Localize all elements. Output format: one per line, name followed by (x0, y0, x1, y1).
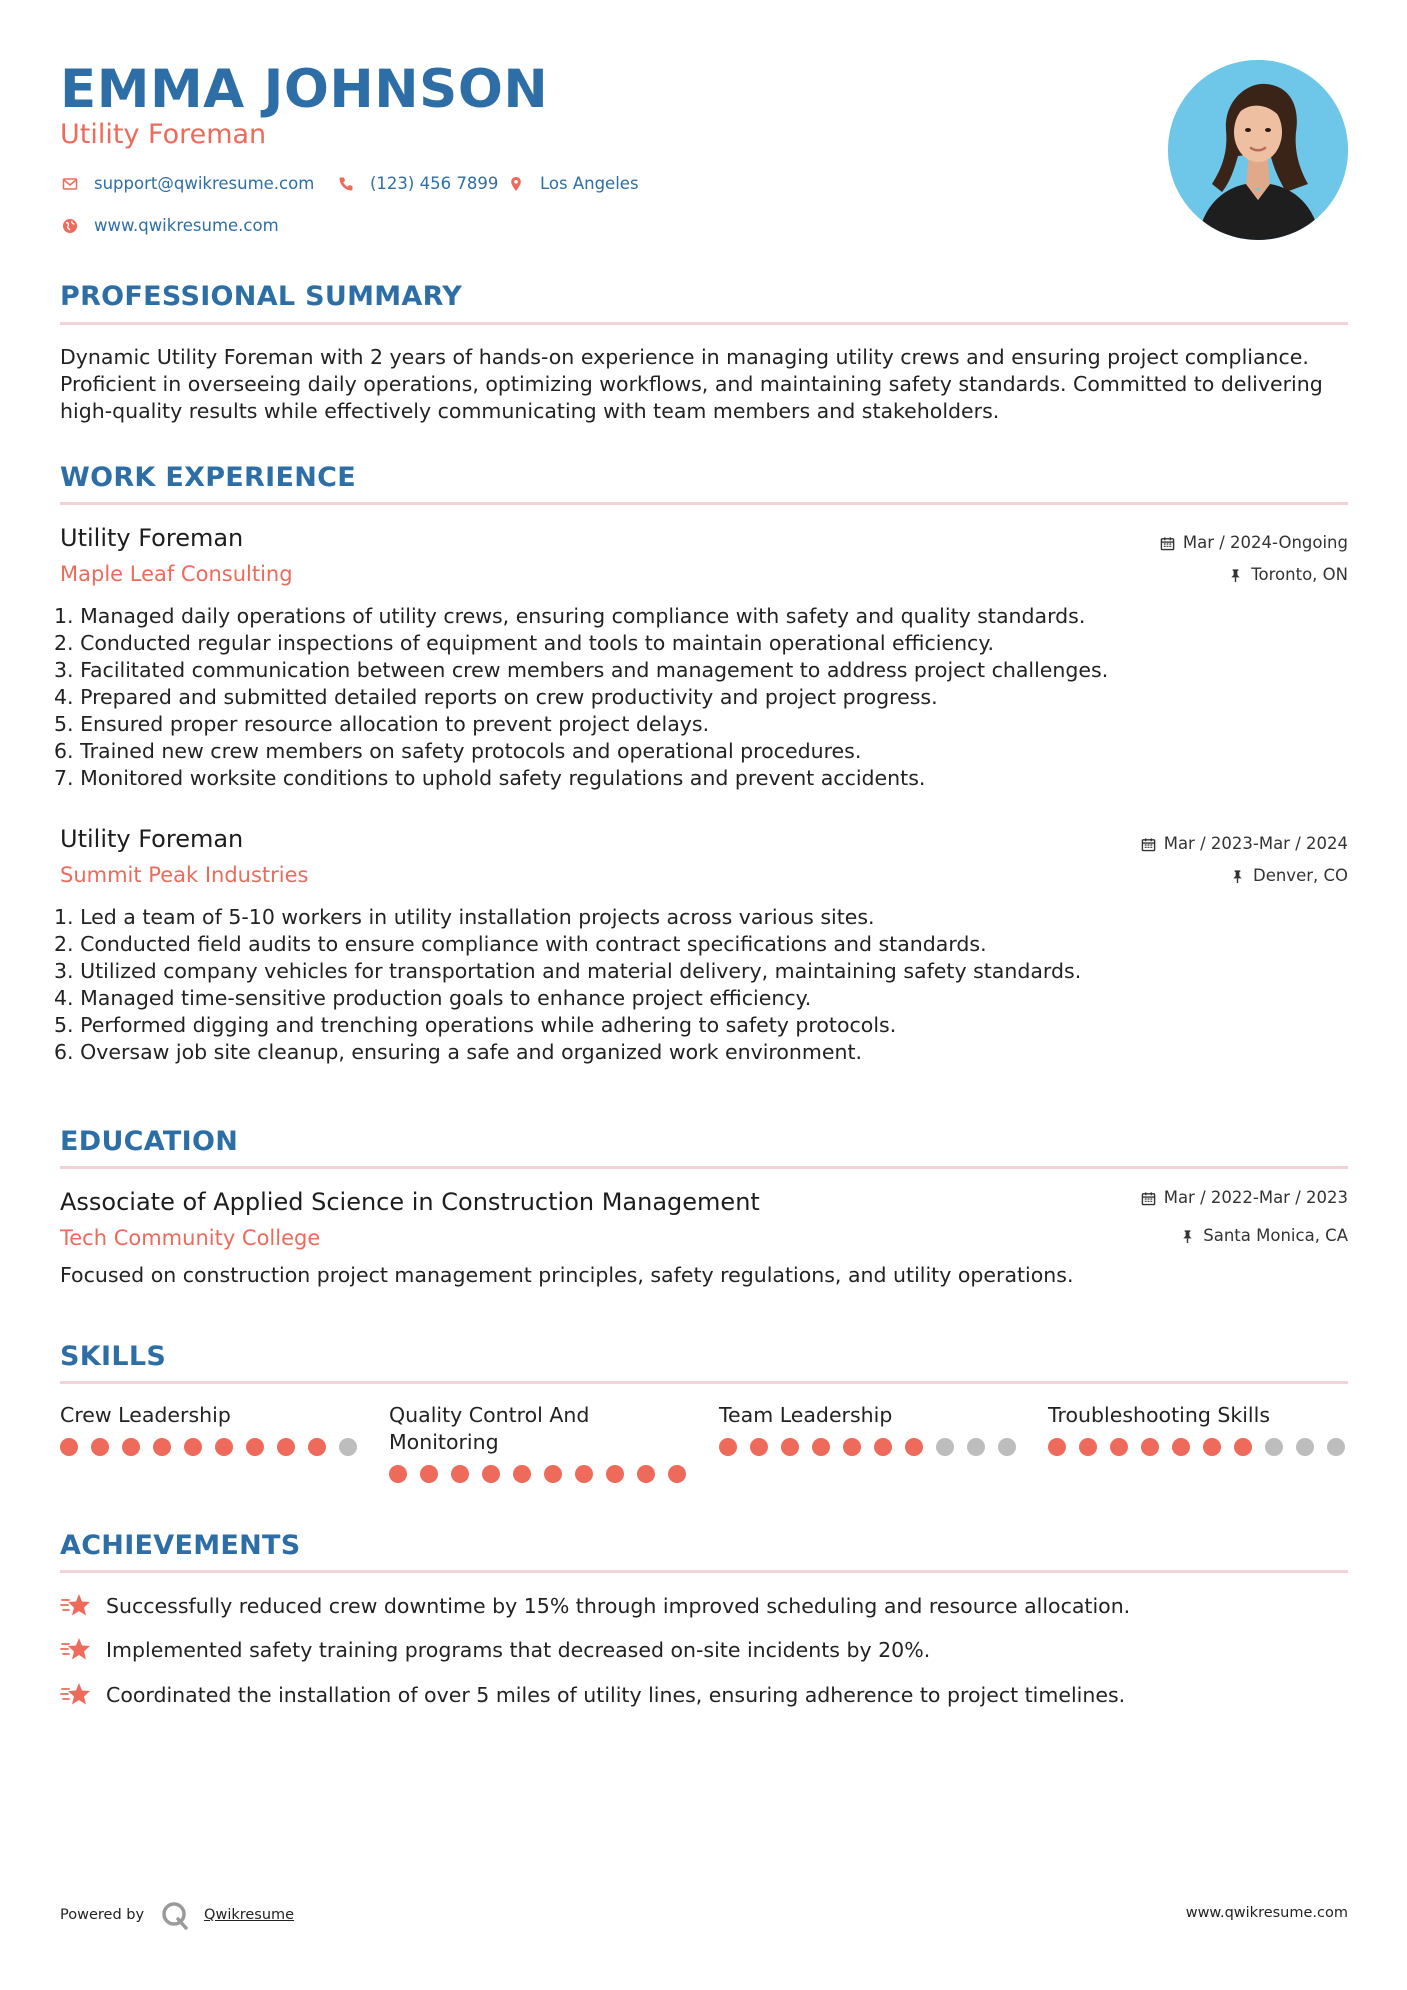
star-icon (60, 1592, 92, 1620)
achievement-item (60, 1681, 1125, 1709)
job-dates-text: Mar / 2023-Mar / 2024 (1163, 834, 1348, 853)
pushpin-icon (1230, 869, 1245, 884)
section-divider (60, 502, 1348, 505)
list-item: 5. Ensured proper resource allocation to prevent project delays. (54, 712, 710, 736)
section-title-achievements: ACHIEVEMENTS (60, 1530, 301, 1561)
rating-dot-filled (60, 1438, 78, 1456)
qwikresume-logo-icon (160, 1900, 190, 1930)
rating-dot-filled (389, 1465, 407, 1483)
education-description: Focused on construction project management principles, safety regulations, and utility operations. (60, 1263, 1074, 1287)
candidate-name: EMMA JOHNSON (60, 59, 549, 120)
pushpin-icon (1180, 1229, 1195, 1244)
rating-dot-filled (1110, 1438, 1128, 1456)
rating-dot-filled (153, 1438, 171, 1456)
education-dates-text: Mar / 2022-Mar / 2023 (1163, 1188, 1348, 1207)
rating-dot-empty (998, 1438, 1016, 1456)
skill-item (60, 1402, 360, 1456)
achievement-text: Successfully reduced crew downtime by 15% through improved scheduling and resource allocation. (106, 1593, 1131, 1618)
skill-name: Crew Leadership (60, 1403, 231, 1427)
section-divider (60, 1570, 1348, 1573)
rating-dot-filled (215, 1438, 233, 1456)
achievement-text: Implemented safety training programs that decreased on-site incidents by 20%. (106, 1637, 931, 1662)
powered-by-label: Powered by (60, 1907, 145, 1923)
list-item: 7. Monitored worksite conditions to uphold safety regulations and prevent accidents. (54, 766, 926, 790)
list-item: 6. Trained new crew members on safety protocols and operational procedures. (54, 739, 862, 763)
contact-website[interactable] (60, 215, 279, 237)
contact-phone[interactable] (336, 173, 498, 195)
calendar-icon (1141, 837, 1156, 852)
skill-rating (719, 1438, 1019, 1456)
rating-dot-filled (246, 1438, 264, 1456)
rating-dot-filled (1048, 1438, 1066, 1456)
rating-dot-filled (575, 1465, 593, 1483)
phone-icon (336, 174, 356, 194)
education-location (1180, 1225, 1348, 1247)
rating-dot-filled (1079, 1438, 1097, 1456)
rating-dot-filled (420, 1465, 438, 1483)
rating-dot-filled (781, 1438, 799, 1456)
footer-powered-by (60, 1900, 294, 1930)
rating-dot-filled (544, 1465, 562, 1483)
skill-rating (389, 1465, 689, 1483)
skill-item (719, 1402, 1019, 1456)
section-title-experience: WORK EXPERIENCE (60, 462, 356, 493)
job-location-text: Toronto, ON (1251, 565, 1348, 584)
section-divider (60, 1166, 1348, 1169)
rating-dot-filled (277, 1438, 295, 1456)
contact-email[interactable] (60, 173, 314, 195)
list-item: 3. Utilized company vehicles for transportation and material delivery, maintaining safety standards. (54, 959, 1082, 983)
job-responsibilities (54, 603, 1344, 792)
website-text[interactable]: www.qwikresume.com (94, 216, 279, 235)
rating-dot-empty (1265, 1438, 1283, 1456)
rating-dot-empty (936, 1438, 954, 1456)
rating-dot-filled (1172, 1438, 1190, 1456)
list-item: 3. Facilitated communication between crew members and management to address project challenges. (54, 658, 1109, 682)
rating-dot-filled (1141, 1438, 1159, 1456)
job-dates (1141, 833, 1348, 855)
achievement-item (60, 1636, 930, 1664)
list-item: 1. Managed daily operations of utility crews, ensuring compliance with safety and quality standards. (54, 604, 1086, 628)
skill-rating (1048, 1438, 1348, 1456)
job-responsibilities (54, 904, 1344, 1066)
calendar-icon (1141, 1191, 1156, 1206)
list-item: 2. Conducted field audits to ensure compliance with contract specifications and standards. (54, 932, 987, 956)
skill-name: Troubleshooting Skills (1048, 1403, 1271, 1427)
list-item: 1. Led a team of 5-10 workers in utility installation projects across various sites. (54, 905, 875, 929)
rating-dot-filled (668, 1465, 686, 1483)
job-location (1228, 564, 1348, 586)
skill-item (389, 1402, 689, 1483)
phone-text[interactable]: (123) 456 7899 (370, 174, 499, 193)
job-company: Maple Leaf Consulting (60, 562, 293, 586)
section-title-summary: PROFESSIONAL SUMMARY (60, 281, 463, 312)
rating-dot-filled (91, 1438, 109, 1456)
rating-dot-empty (1296, 1438, 1314, 1456)
education-dates (1141, 1187, 1348, 1209)
school-name: Tech Community College (60, 1226, 321, 1250)
candidate-role: Utility Foreman (60, 119, 267, 150)
list-item: 6. Oversaw job site cleanup, ensuring a safe and organized work environment. (54, 1040, 863, 1064)
achievement-text: Coordinated the installation of over 5 miles of utility lines, ensuring adherence to project timelines. (106, 1682, 1126, 1707)
job-dates (1160, 532, 1348, 554)
skill-name: Team Leadership (719, 1403, 893, 1427)
profile-photo (1168, 60, 1348, 240)
section-title-skills: SKILLS (60, 1341, 167, 1372)
footer-website[interactable]: www.qwikresume.com (1185, 1905, 1348, 1921)
location-text: Los Angeles (540, 174, 639, 193)
star-icon (60, 1636, 92, 1664)
skill-name: Quality Control And Monitoring (389, 1403, 590, 1454)
rating-dot-filled (308, 1438, 326, 1456)
qwikresume-link[interactable]: Qwikresume (204, 1907, 295, 1923)
rating-dot-filled (874, 1438, 892, 1456)
map-pin-icon (506, 174, 526, 194)
job-title: Utility Foreman (60, 825, 244, 853)
rating-dot-empty (1327, 1438, 1345, 1456)
education-location-text: Santa Monica, CA (1203, 1226, 1348, 1245)
list-item: 2. Conducted regular inspections of equipment and tools to maintain operational efficiency. (54, 631, 995, 655)
rating-dot-filled (451, 1465, 469, 1483)
job-dates-text: Mar / 2024-Ongoing (1182, 533, 1348, 552)
rating-dot-filled (905, 1438, 923, 1456)
job-title: Utility Foreman (60, 524, 244, 552)
job-location (1230, 865, 1348, 887)
rating-dot-empty (967, 1438, 985, 1456)
skill-item (1048, 1402, 1348, 1456)
skill-rating (60, 1438, 360, 1456)
section-title-education: EDUCATION (60, 1126, 239, 1157)
degree-title: Associate of Applied Science in Construction Management (60, 1188, 760, 1216)
rating-dot-filled (513, 1465, 531, 1483)
globe-icon (60, 216, 80, 236)
job-company: Summit Peak Industries (60, 863, 309, 887)
envelope-icon (60, 174, 80, 194)
rating-dot-filled (750, 1438, 768, 1456)
rating-dot-empty (339, 1438, 357, 1456)
rating-dot-filled (1234, 1438, 1252, 1456)
section-divider (60, 322, 1348, 325)
list-item: 4. Prepared and submitted detailed reports on crew productivity and project progress. (54, 685, 938, 709)
summary-text: Dynamic Utility Foreman with 2 years of hands-on experience in managing utility crews and ensuring project compliance. Proficient in overseeing daily operations, optimizing workflows, and maintaining safety standards. Committed to delivering high-quality results while effectively communicating with team members and stakeholders. (60, 345, 1323, 423)
rating-dot-filled (606, 1465, 624, 1483)
rating-dot-filled (122, 1438, 140, 1456)
rating-dot-filled (482, 1465, 500, 1483)
calendar-icon (1160, 536, 1175, 551)
star-icon (60, 1681, 92, 1709)
list-item: 4. Managed time-sensitive production goals to enhance project efficiency. (54, 986, 812, 1010)
email-text[interactable]: support@qwikresume.com (94, 174, 315, 193)
rating-dot-filled (1203, 1438, 1221, 1456)
achievement-item (60, 1592, 1130, 1620)
job-location-text: Denver, CO (1252, 866, 1348, 885)
rating-dot-filled (843, 1438, 861, 1456)
contact-location (506, 173, 639, 195)
section-divider (60, 1381, 1348, 1384)
pushpin-icon (1228, 568, 1243, 583)
rating-dot-filled (719, 1438, 737, 1456)
rating-dot-filled (184, 1438, 202, 1456)
rating-dot-filled (812, 1438, 830, 1456)
list-item: 5. Performed digging and trenching operations while adhering to safety protocols. (54, 1013, 897, 1037)
rating-dot-filled (637, 1465, 655, 1483)
